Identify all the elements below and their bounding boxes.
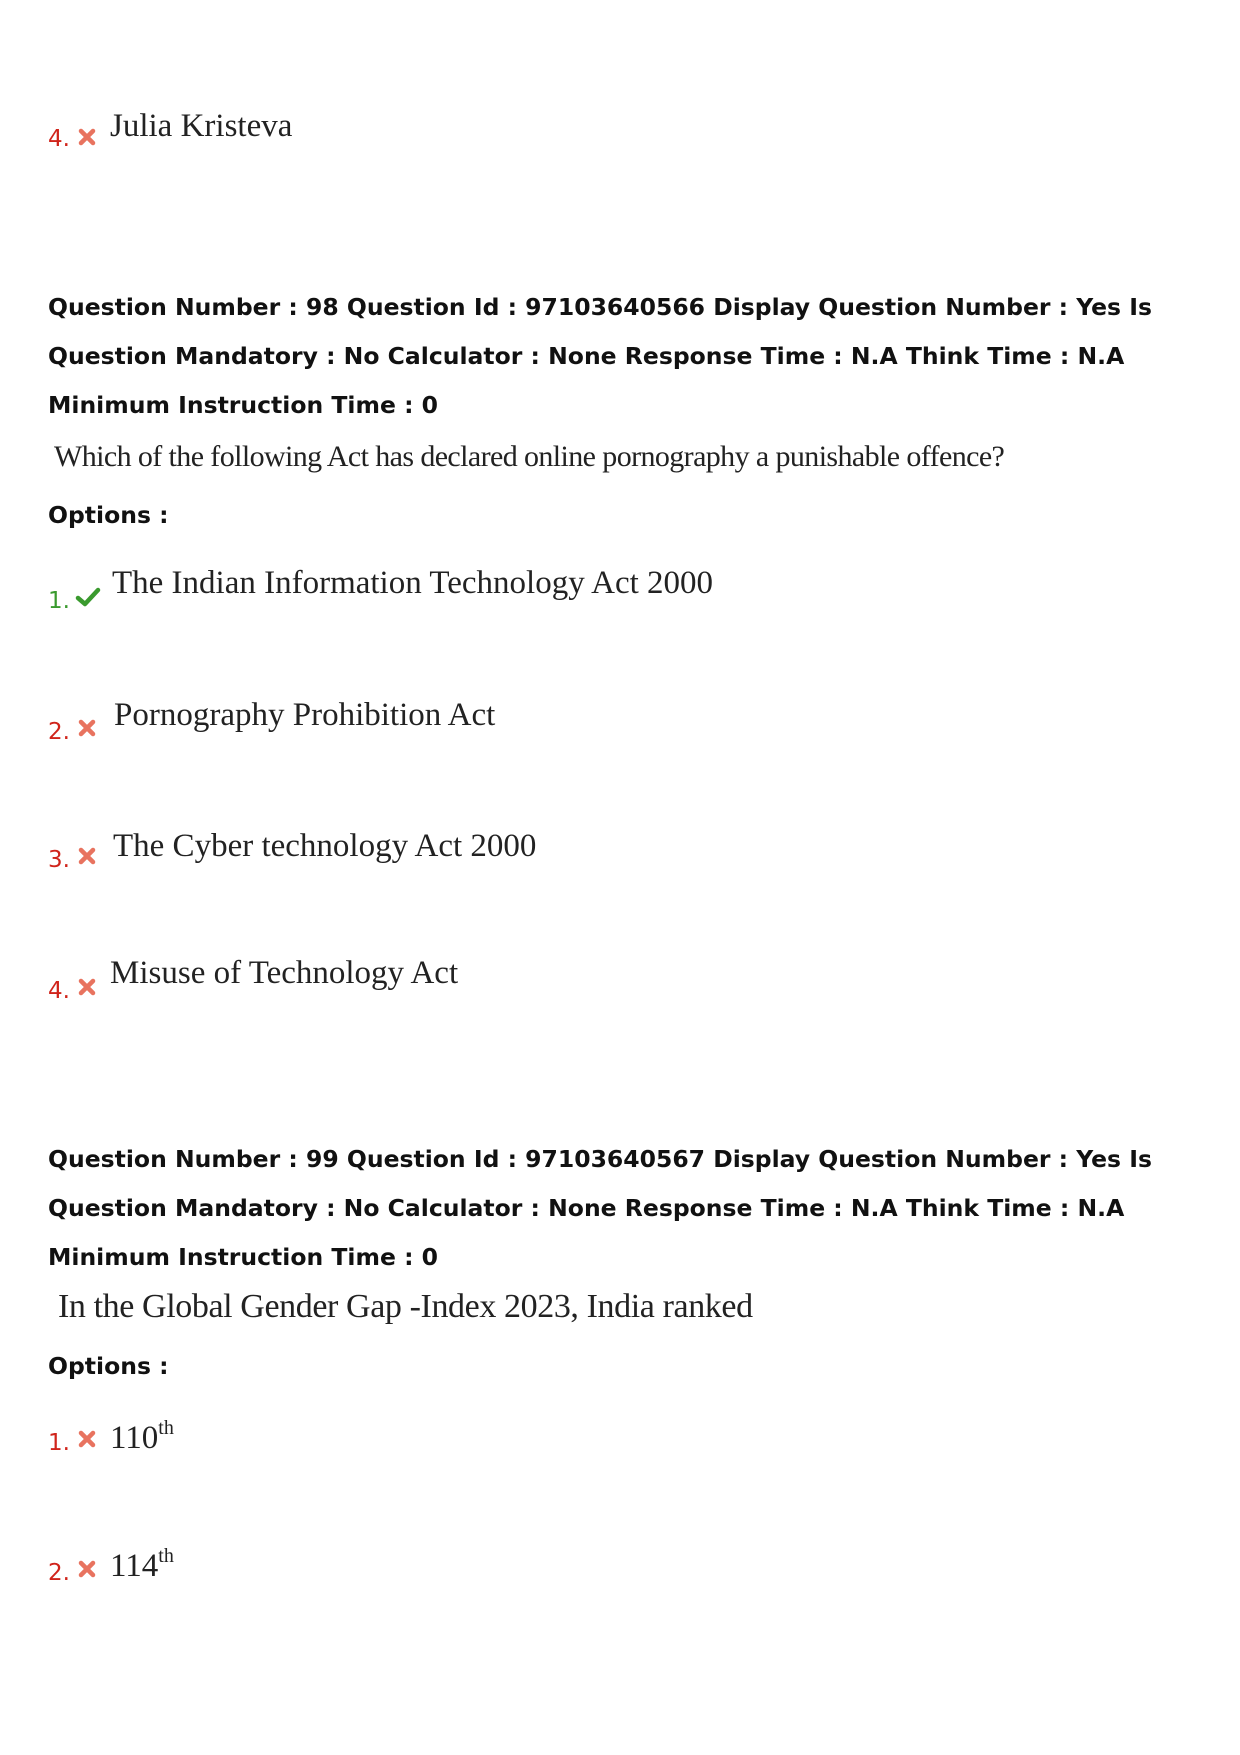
- wrong-cross-icon: [76, 845, 98, 867]
- wrong-cross-icon: [76, 126, 98, 148]
- options-label: Options :: [48, 501, 169, 529]
- option-number: 1.: [48, 588, 70, 614]
- wrong-cross-icon: [76, 976, 98, 998]
- option-number: 4.: [48, 126, 70, 152]
- wrong-cross-icon: [76, 1558, 98, 1580]
- option-number: 1.: [48, 1430, 70, 1456]
- option-text: Julia Kristeva: [110, 108, 293, 144]
- option-text: Pornography Prohibition Act: [114, 697, 496, 733]
- question-meta: Question Number : 98 Question Id : 97103640566 Display Question Number : Yes Is Question Mandatory : No Calculator : None Response Time : N.A Think Time : N.A Minimum Instruction Time : 0: [48, 293, 1152, 419]
- option-text: 110th: [110, 1417, 174, 1456]
- question-meta: Question Number : 99 Question Id : 97103640567 Display Question Number : Yes Is Question Mandatory : No Calculator : None Response Time : N.A Think Time : N.A Minimum Instruction Time : 0: [48, 1145, 1152, 1271]
- option-number: 2.: [48, 719, 70, 745]
- ordinal-suffix: th: [158, 1545, 174, 1567]
- ordinal-suffix: th: [158, 1417, 174, 1439]
- wrong-cross-icon: [76, 1428, 98, 1450]
- options-label: Options :: [48, 1352, 169, 1380]
- option-text: 114th: [110, 1545, 174, 1584]
- question-text: In the Global Gender Gap -Index 2023, India ranked: [58, 1288, 753, 1325]
- option-number: 2.: [48, 1560, 70, 1586]
- option-text: The Cyber technology Act 2000: [113, 828, 537, 864]
- wrong-cross-icon: [76, 717, 98, 739]
- option-number: 3.: [48, 847, 70, 873]
- option-text: The Indian Information Technology Act 2000: [112, 565, 714, 601]
- correct-check-icon: [75, 586, 101, 608]
- question-text: Which of the following Act has declared online pornography a punishable offence?: [54, 440, 1005, 473]
- option-text: Misuse of Technology Act: [110, 955, 459, 991]
- option-number: 4.: [48, 978, 70, 1004]
